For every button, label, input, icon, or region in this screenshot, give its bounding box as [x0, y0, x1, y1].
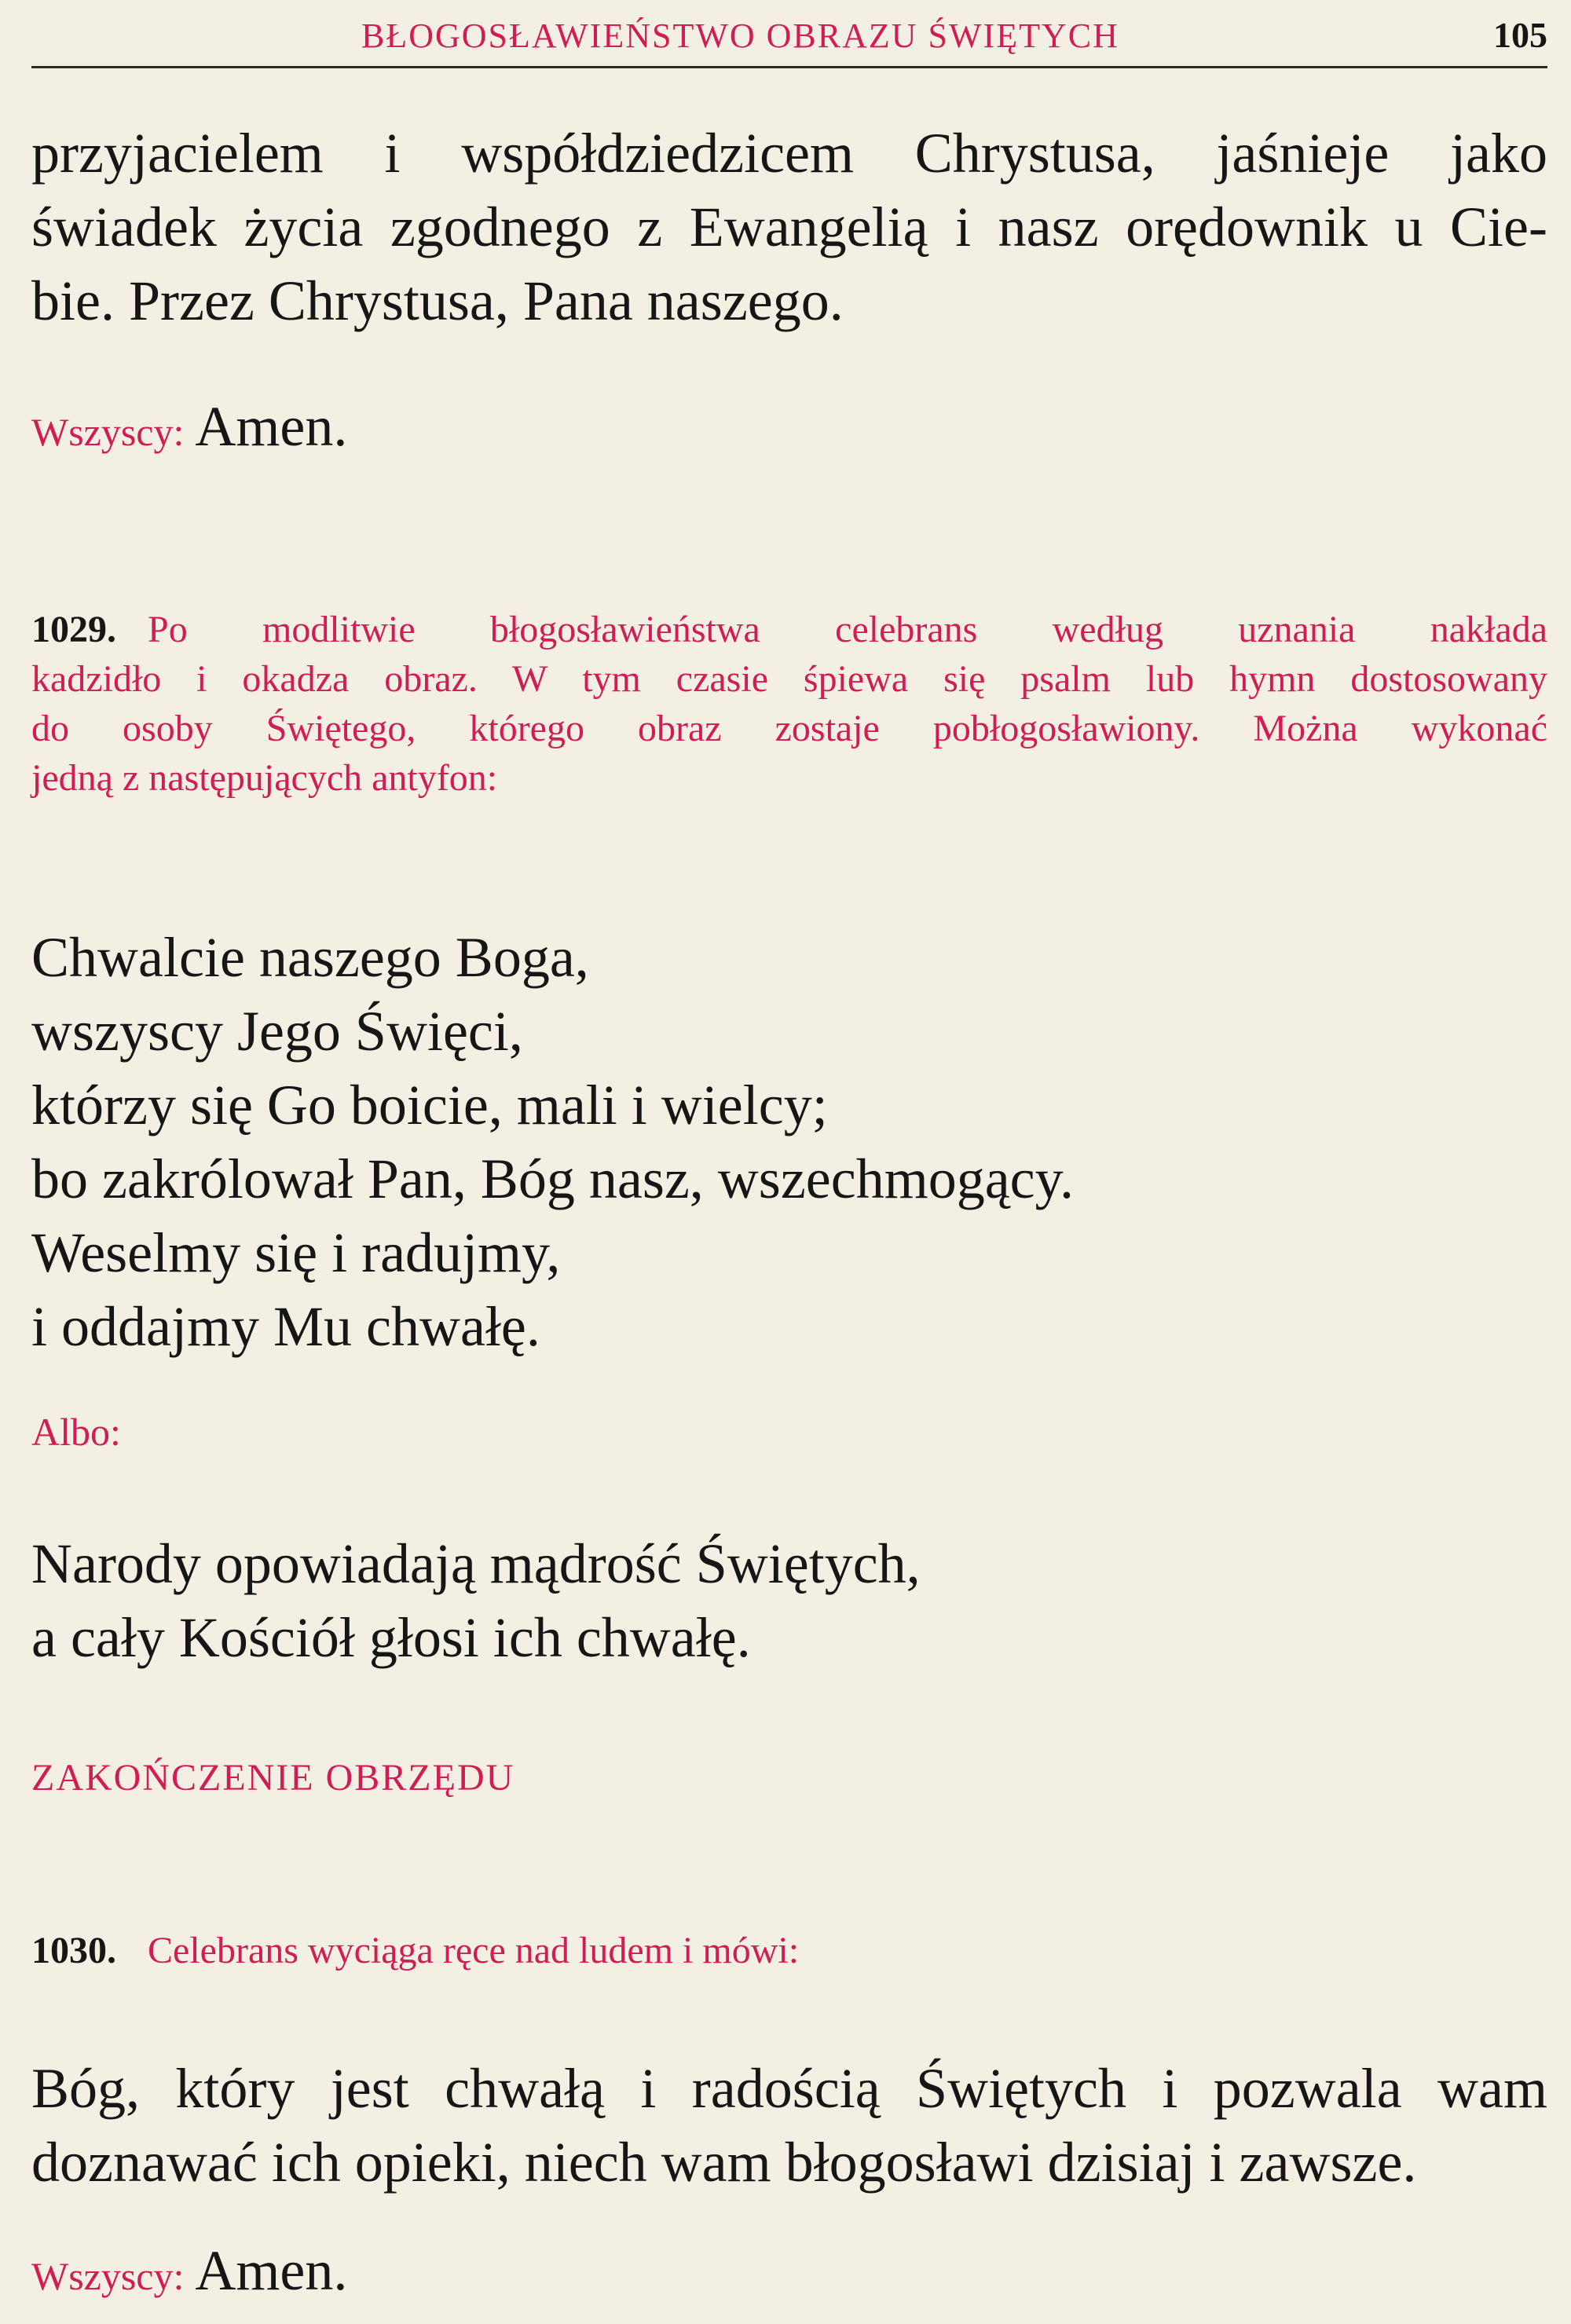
response-amen-1: [31, 390, 1547, 469]
response-label: Wszyscy:: [31, 2254, 185, 2298]
rubric-line: jedną z następujących antyfon:: [31, 757, 498, 799]
antiphon-line: bo zakrólował Pan, Bóg nasz, wszechmogący.: [31, 1147, 1074, 1210]
blessing-line: Bóg, który jest chwałą i radością Świętych i pozwala wam: [31, 2057, 1547, 2120]
prayer-line: przyjacielem i współdziedzicem Chrystusa, jaśnieje jako: [31, 122, 1547, 185]
response-text: Amen.: [195, 2239, 348, 2302]
prayer-line: świadek życia zgodnego z Ewangelią i nasz orędownik u Cie-: [31, 196, 1547, 258]
response-text: Amen.: [195, 395, 348, 458]
response-amen-2: [31, 2234, 1547, 2313]
antiphon-line: Narody opowiadają mądrość Świętych,: [31, 1532, 921, 1595]
paragraph-number: 1029.: [31, 609, 116, 650]
antiphon-2: [31, 1527, 1547, 1674]
rubric-line: do osoby Świętego, którego obraz zostaje pobłogosławiony. Można wykonać: [31, 708, 1547, 749]
antiphon-line: wszyscy Jego Święci,: [31, 1000, 523, 1063]
response-label: Wszyscy:: [31, 410, 185, 454]
page-number: 105: [1493, 15, 1547, 55]
page-header: [31, 11, 1547, 68]
prayer-line: bie. Przez Chrystusa, Pana naszego.: [31, 269, 844, 332]
rubric-line: kadzidło i okadza obraz. W tym czasie śpiewa się psalm lub hymn dostosowany: [31, 658, 1547, 700]
albo-label: Albo:: [31, 1410, 121, 1454]
prayer-ending: [31, 116, 1547, 338]
antiphon-line: którzy się Go boicie, mali i wielcy;: [31, 1074, 828, 1136]
rubric-text: Celebrans wyciąga ręce nad ludem i mówi:: [148, 1930, 800, 1971]
antiphon-line: i oddajmy Mu chwałę.: [31, 1295, 540, 1358]
antiphon-line: Weselmy się i radujmy,: [31, 1221, 561, 1284]
section-heading: ZAKOŃCZENIE OBRZĘDU: [31, 1757, 515, 1799]
antiphon-line: Chwalcie naszego Boga,: [31, 926, 589, 989]
rubric-1030: [31, 1926, 1547, 1975]
rubric-line: Po modlitwie błogosławieństwa celebrans według uznania nakłada: [148, 609, 1547, 650]
rubric-1029: [31, 605, 1547, 803]
running-title: BŁOGOSŁAWIEŃSTWO OBRAZU ŚWIĘTYCH: [361, 16, 1119, 55]
antiphon-1: [31, 920, 1547, 1363]
closing-blessing: [31, 2051, 1547, 2199]
blessing-line: doznawać ich opieki, niech wam błogosławi dzisiaj i zawsze.: [31, 2131, 1417, 2194]
paragraph-number: 1030.: [31, 1930, 116, 1971]
antiphon-line: a cały Kościół głosi ich chwałę.: [31, 1606, 751, 1669]
